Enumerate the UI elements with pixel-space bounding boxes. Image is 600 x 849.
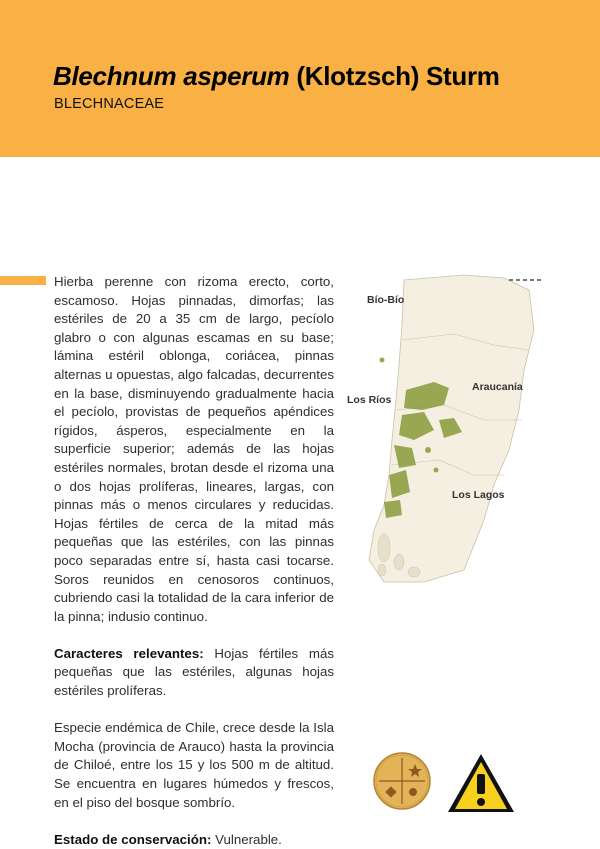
region-label-los-lagos: Los Lagos [452,489,505,501]
region-label-los-rios: Los Ríos [347,394,392,406]
authority: (Klotzsch) Sturm [289,61,500,91]
warning-icon [446,752,516,812]
emblem-icon [373,752,431,810]
distribution-map [344,270,544,585]
region-label-araucania: Araucanía [472,381,523,393]
conservation-label: Estado de conservación: [54,831,212,847]
relevant-label: Caracteres relevantes: [54,645,204,661]
relevant-text: Hojas fértiles más pequeñas que las estériles, algunas hojas estériles prolíferas. [54,645,334,699]
species-title [53,61,500,92]
relevant-characters-paragraph [54,645,334,701]
description-paragraph: Hierba perenne con rizoma erecto, corto, escamoso. Hojas pinnadas, dimorfas; las estériles de 20 a 35 cm de largo, pecíolo glabro o con algunas escamas en su base; lámina estéril oblonga, coriácea, pinnas alternas u opuestas, algo falcadas, decurrentes en la base, disminuyendo gradualmente hacia el pecíolo, provistas de pequeños apéndices rígidos, ásperos, especialmente en la superficie superior; además de las hojas estériles normales, brotan desde el rizoma una o dos hojas prolíferas, lineares, largas, con pinnas más o menos circulares y reducidas. Hojas fértiles de cerca de la mitad más pequeñas que las estériles, con las pinnas poco separadas entre sí, hasta casi tocarse. Soros reunidos en cenosoros continuos, cubriendo casi la totalidad de la cara inferior de la pinna; indusio continuo. [54,274,334,624]
family-name: BLECHNACEAE [54,96,165,112]
header-band [0,0,600,157]
map-ticks [509,279,541,281]
distribution-paragraph: Especie endémica de Chile, crece desde la Isla Mocha (provincia de Arauco) hasta la provincia de Chiloé, entre los 15 y los 500 m de altitud. Se encuentra en lugares húmedos y frescos, en el piso del bosque sombrío. [54,720,334,810]
body-text [54,273,334,849]
region-label-biobio: Bío-Bío [367,294,405,306]
scientific-name: Blechnum asperum [53,61,290,91]
accent-bar [0,276,46,285]
conservation-status: Vulnerable. [211,831,282,847]
conservation-paragraph [54,831,334,849]
